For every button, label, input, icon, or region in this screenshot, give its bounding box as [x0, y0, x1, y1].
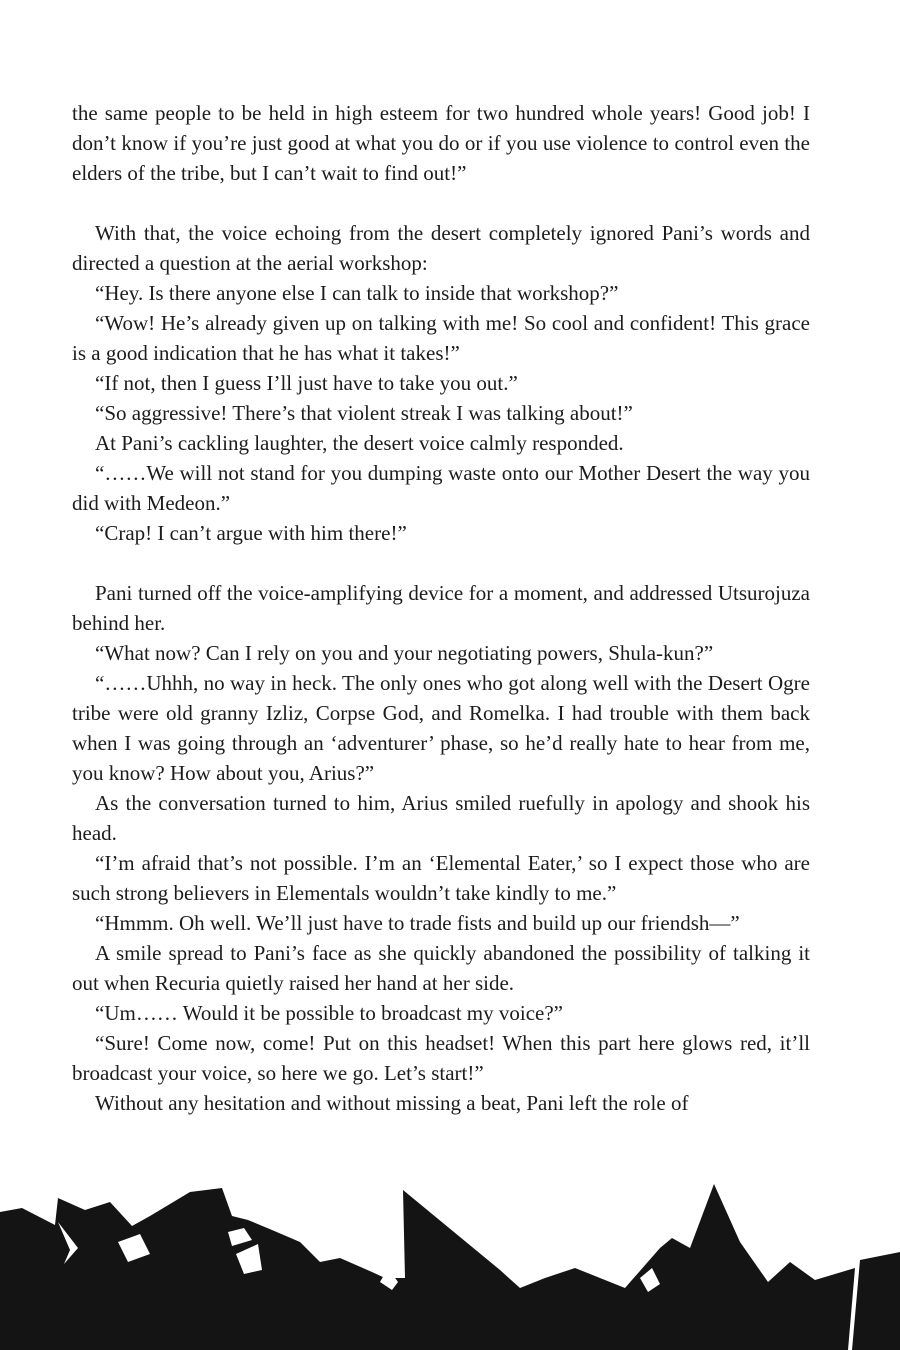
- paragraph: “Hmmm. Oh well. We’ll just have to trade fists and build up our friendsh—”: [95, 911, 740, 935]
- paragraph: “What now? Can I rely on you and your negotiating powers, Shula-kun?”: [95, 641, 714, 665]
- paragraph: “Um…… Would it be possible to broadcast my voice?”: [95, 1001, 563, 1025]
- paragraph: “I’m afraid that’s not possible. I’m an ‘Elemental Eater,’ so I expect those who are such strong believers in Elementals wouldn’t take kindly to me.”: [72, 851, 810, 905]
- paragraph: “So aggressive! There’s that violent streak I was talking about!”: [95, 401, 633, 425]
- page-body-text: [72, 98, 810, 1118]
- paragraph: “Crap! I can’t argue with him there!”: [95, 521, 407, 545]
- paragraph: “Sure! Come now, come! Put on this headset! When this part here glows red, it’ll broadcast your voice, so here we go. Let’s start!”: [72, 1031, 810, 1085]
- paragraph: the same people to be held in high esteem for two hundred whole years! Good job! I don’t know if you’re just good at what you do or if you use violence to control even the elders of the tribe, but I can’t wait to find out!”: [72, 101, 810, 185]
- paragraph: Pani turned off the voice-amplifying device for a moment, and addressed Utsurojuza behind her.: [72, 581, 810, 635]
- paragraph: With that, the voice echoing from the desert completely ignored Pani’s words and directed a question at the aerial workshop:: [72, 221, 810, 275]
- paragraph: “……We will not stand for you dumping waste onto our Mother Desert the way you did with Medeon.”: [72, 461, 810, 515]
- paragraph: At Pani’s cackling laughter, the desert voice calmly responded.: [95, 431, 624, 455]
- section-break: [72, 548, 810, 578]
- paragraph: “Hey. Is there anyone else I can talk to inside that workshop?”: [95, 281, 619, 305]
- paragraph: As the conversation turned to him, Arius smiled ruefully in apology and shook his head.: [72, 791, 810, 845]
- section-break: [72, 188, 810, 218]
- paragraph: A smile spread to Pani’s face as she quickly abandoned the possibility of talking it out when Recuria quietly raised her hand at her side.: [72, 941, 810, 995]
- jagged-silhouette-decoration: [0, 1150, 900, 1350]
- paragraph: Without any hesitation and without missing a beat, Pani left the role of: [95, 1091, 689, 1115]
- paragraph: “Wow! He’s already given up on talking with me! So cool and confident! This grace is a good indication that he has what it takes!”: [72, 311, 810, 365]
- paragraph: “If not, then I guess I’ll just have to take you out.”: [95, 371, 518, 395]
- paragraph: “……Uhhh, no way in heck. The only ones who got along well with the Desert Ogre tribe were old granny Izliz, Corpse God, and Romelka. I had trouble with them back when I was going through an ‘adventurer’ phase, so he’d really hate to hear from me, you know? How about you, Arius?”: [72, 671, 810, 785]
